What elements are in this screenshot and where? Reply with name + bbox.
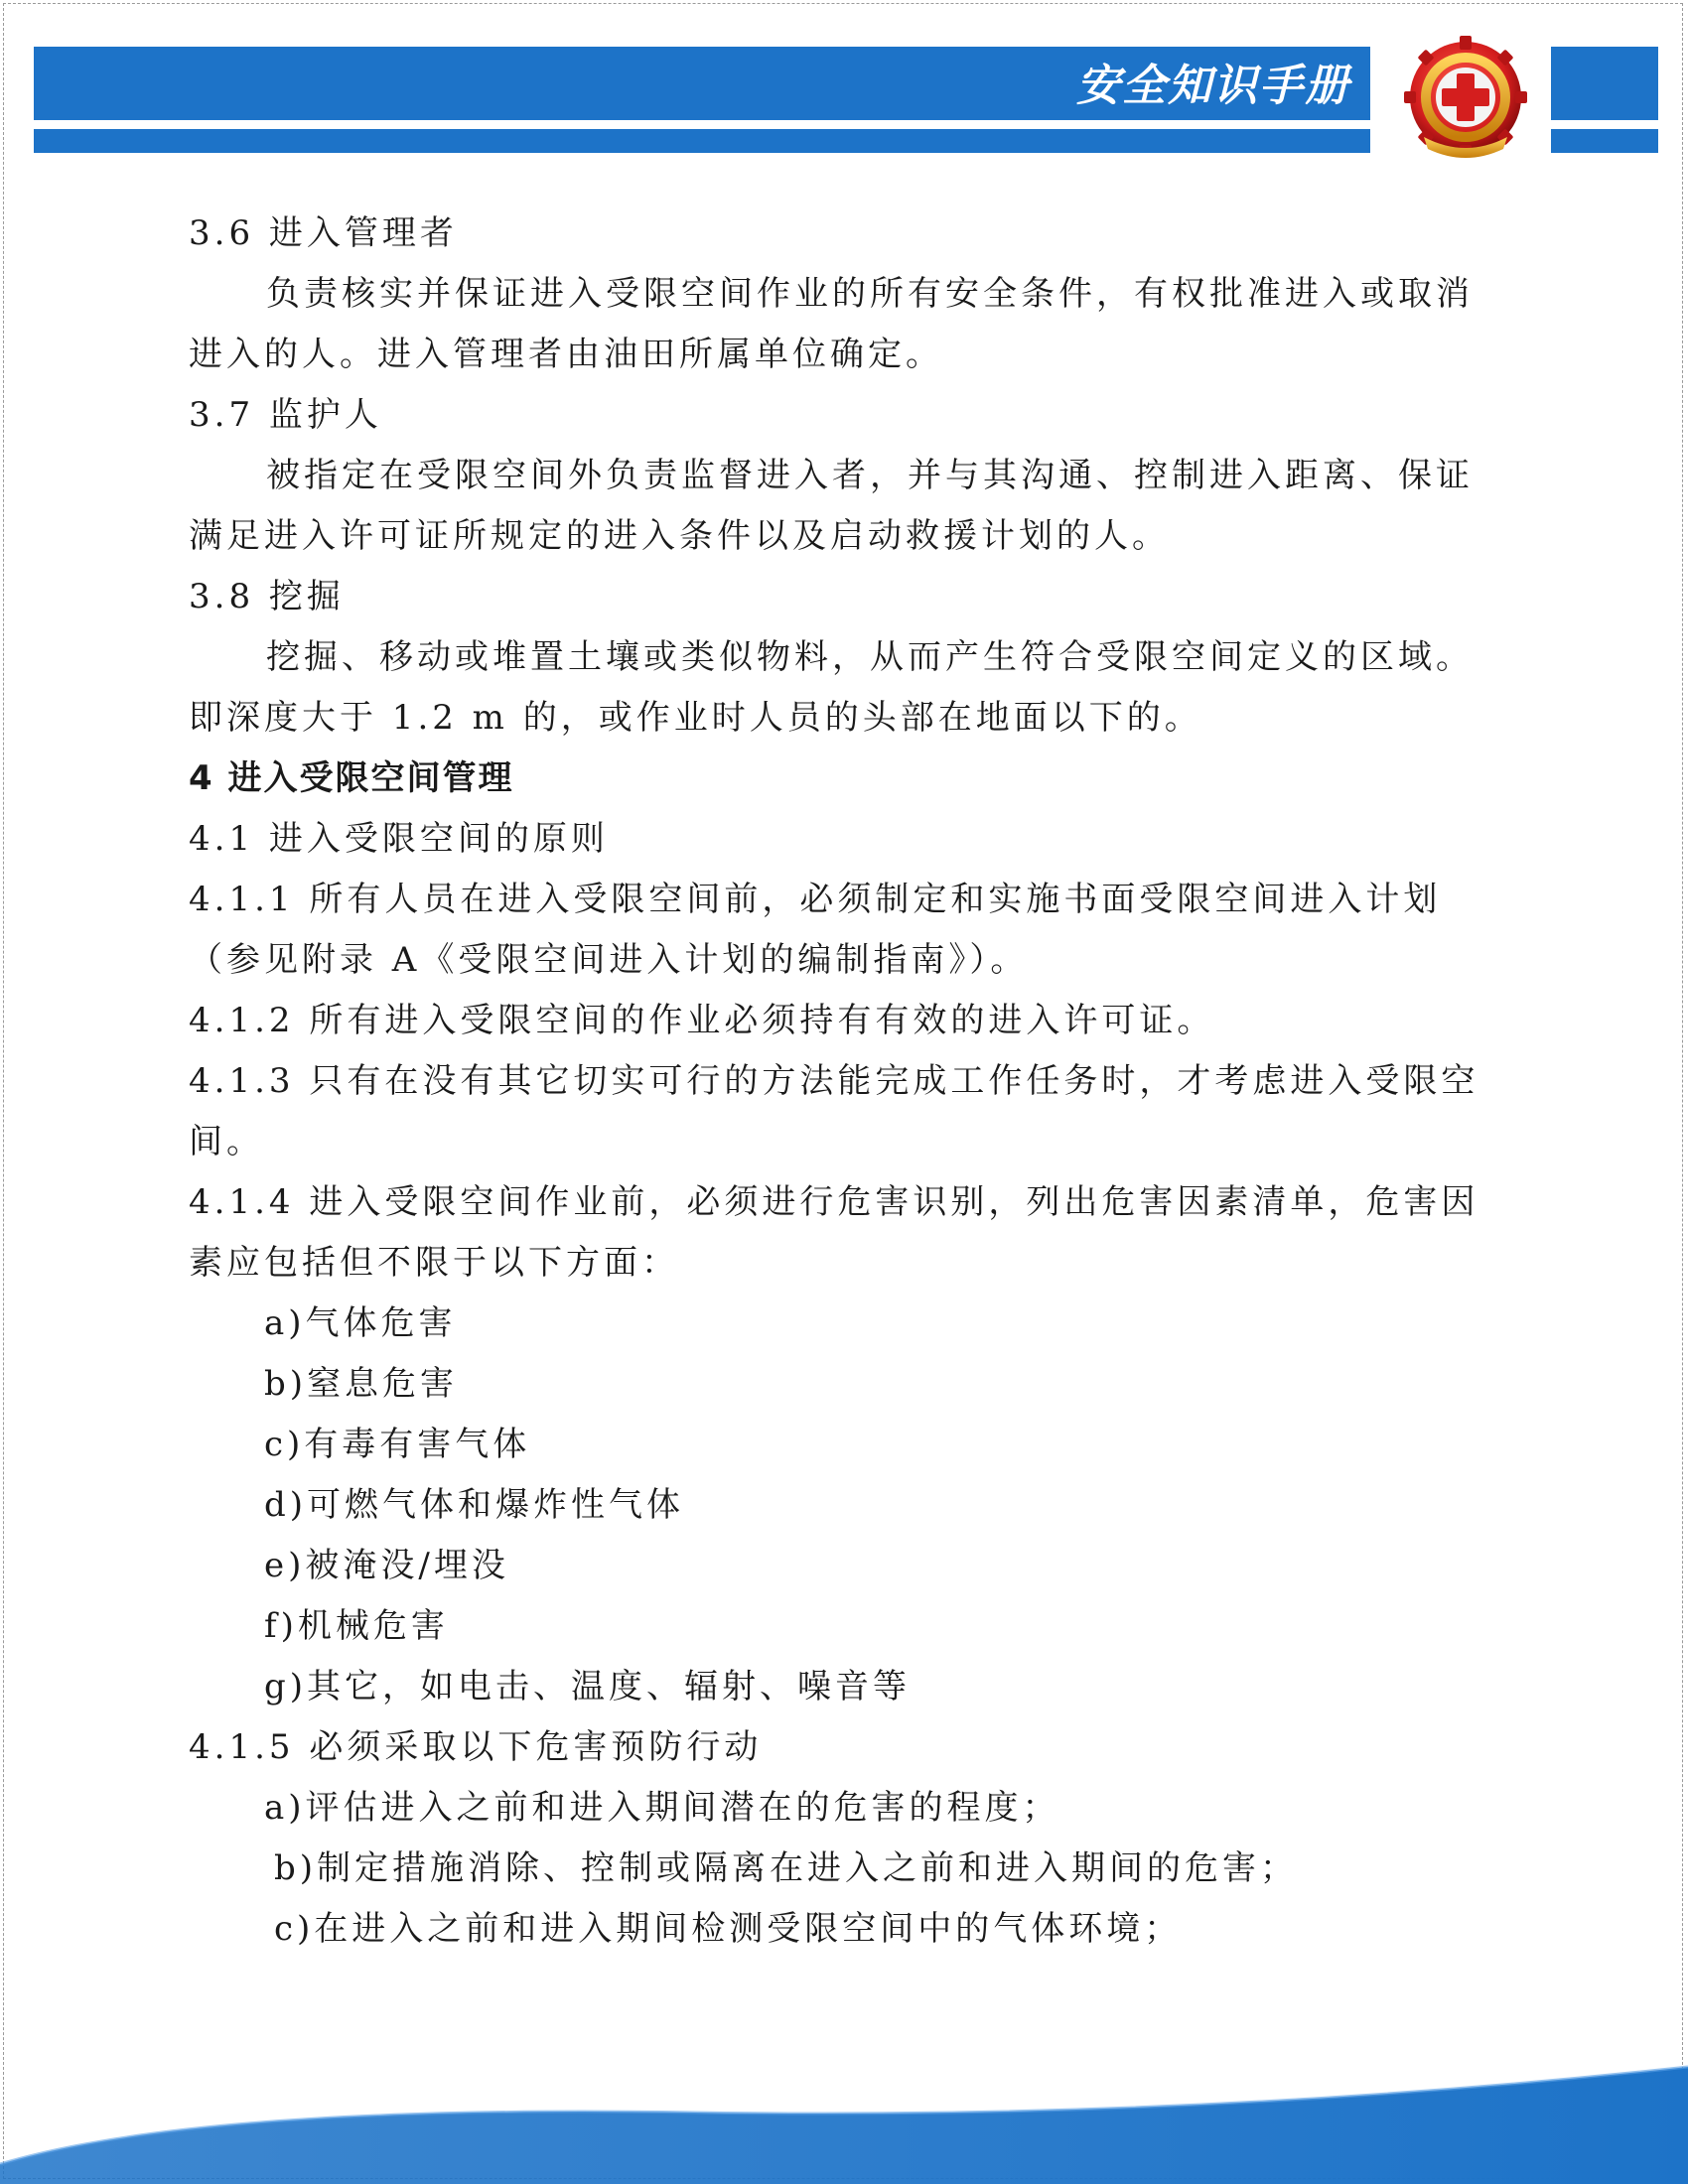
heading-3-7: 3.7 监护人: [189, 395, 382, 435]
list-item: c)有毒有害气体: [264, 1425, 531, 1464]
section-title-4: 4 进入受限空间管理: [189, 758, 514, 798]
paragraph-line: 进入的人。进入管理者由油田所属单位确定。: [189, 335, 943, 374]
paragraph-line: 即深度大于 1.2 m 的，或作业时人员的头部在地面以下的。: [189, 698, 1202, 738]
list-item: a)气体危害: [264, 1303, 457, 1343]
heading-3-8: 3.8 挖掘: [189, 577, 345, 616]
list-item: f)机械危害: [264, 1606, 449, 1646]
list-item: g)其它，如电击、温度、辐射、噪音等: [264, 1667, 912, 1706]
header-right-block-lower: [1551, 129, 1658, 153]
list-item: a)评估进入之前和进入期间潜在的危害的程度；: [264, 1788, 1060, 1828]
heading-4-1-5: 4.1.5 必须采取以下危害预防行动: [189, 1727, 763, 1767]
paragraph-line: （参见附录 A《受限空间进入计划的编制指南》）。: [189, 940, 1029, 980]
paragraph-line: 满足进入许可证所规定的进入条件以及启动救援计划的人。: [189, 516, 1170, 556]
header-right-block: [1551, 47, 1658, 120]
paragraph-line: 负责核实并保证进入受限空间作业的所有安全条件，有权批准进入或取消: [266, 274, 1474, 314]
list-item: e)被淹没/埋没: [264, 1546, 509, 1585]
paragraph-line: 4.1.2 所有进入受限空间的作业必须持有有效的进入许可证。: [189, 1001, 1215, 1040]
list-item: d)可燃气体和爆炸性气体: [264, 1485, 685, 1525]
paragraph-line: 4.1.3 只有在没有其它切实可行的方法能完成工作任务时，才考虑进入受限空: [189, 1061, 1479, 1101]
list-item: c)在进入之前和进入期间检测受限空间中的气体环境；: [274, 1909, 1183, 1949]
paragraph-line: 4.1.1 所有人员在进入受限空间前，必须制定和实施书面受限空间进入计划: [189, 880, 1442, 919]
document-body: [189, 204, 1499, 1960]
header-title: 安全知识手册: [1076, 61, 1350, 111]
heading-4-1: 4.1 进入受限空间的原则: [189, 819, 609, 859]
paragraph-line: 素应包括但不限于以下方面：: [189, 1243, 679, 1283]
paragraph-line: 间。: [189, 1122, 264, 1161]
paragraph-line: 挖掘、移动或堆置土壤或类似物料，从而产生符合受限空间定义的区域。: [266, 637, 1474, 677]
footer-wave: [0, 2045, 1688, 2184]
paragraph-line: 4.1.4 进入受限空间作业前，必须进行危害识别，列出危害因素清单，危害因: [189, 1182, 1479, 1222]
safety-cross-emblem-icon: [1386, 30, 1545, 159]
header-underline-bar: [34, 129, 1370, 153]
list-item: b)制定措施消除、控制或隔离在进入之前和进入期间的危害；: [274, 1848, 1299, 1888]
list-item: b)窒息危害: [264, 1364, 459, 1404]
paragraph-line: 被指定在受限空间外负责监督进入者，并与其沟通、控制进入距离、保证: [266, 456, 1474, 495]
heading-3-6: 3.6 进入管理者: [189, 213, 458, 253]
